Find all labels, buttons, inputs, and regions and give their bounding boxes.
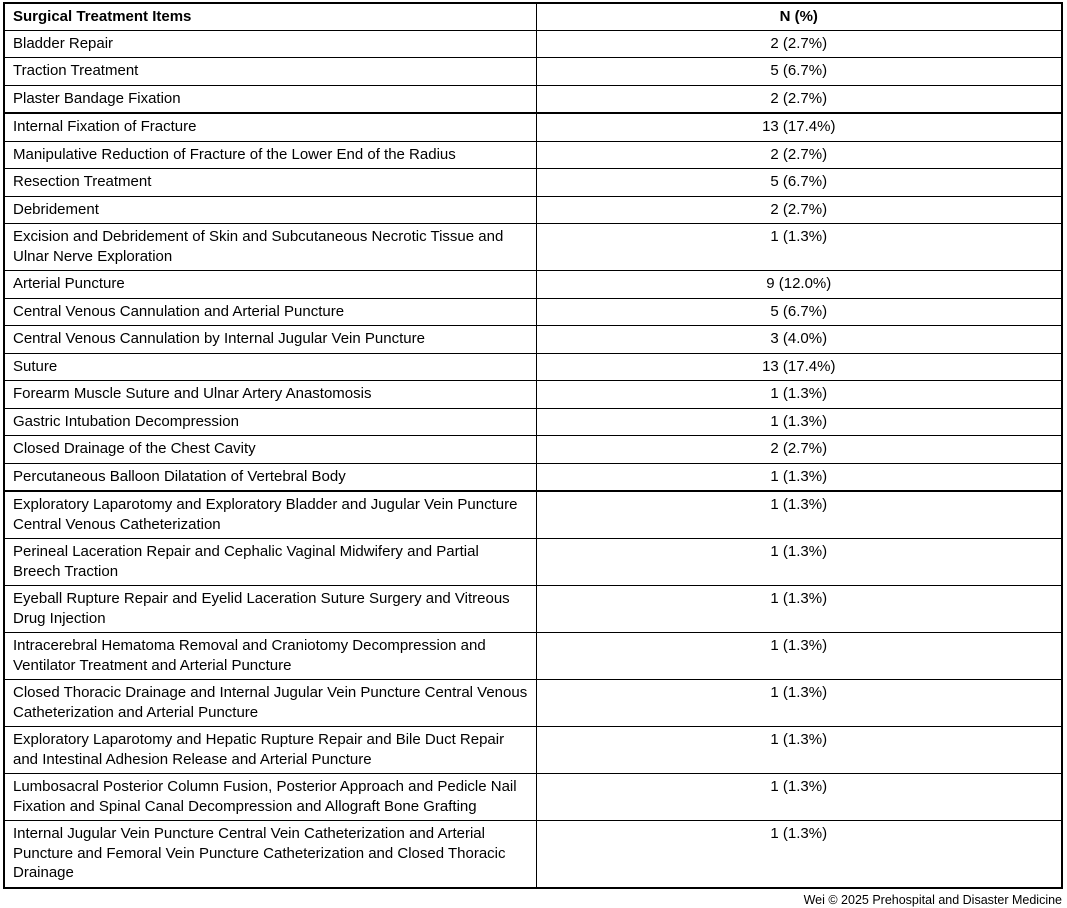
treatment-item-cell: Forearm Muscle Suture and Ulnar Artery Anastomosis: [4, 381, 536, 409]
n-percent-cell: 3 (4.0%): [536, 326, 1062, 354]
treatment-item-cell: Closed Thoracic Drainage and Internal Jugular Vein Puncture Central Venous Catheterization and Arterial Puncture: [4, 680, 536, 727]
n-percent-cell: 1 (1.3%): [536, 539, 1062, 586]
table-row: [4, 113, 1062, 141]
n-percent-cell: 1 (1.3%): [536, 586, 1062, 633]
table-row: [4, 326, 1062, 354]
table-row: [4, 633, 1062, 680]
n-percent-cell: 2 (2.7%): [536, 85, 1062, 113]
table-row: [4, 271, 1062, 299]
table-row: [4, 408, 1062, 436]
table-row: [4, 85, 1062, 113]
treatment-item-cell: Traction Treatment: [4, 58, 536, 86]
surgical-treatment-table: [3, 2, 1063, 889]
table-row: [4, 381, 1062, 409]
table-row: [4, 58, 1062, 86]
treatment-item-cell: Internal Fixation of Fracture: [4, 113, 536, 141]
table-row: [4, 539, 1062, 586]
table-row: [4, 224, 1062, 271]
treatment-item-cell: Arterial Puncture: [4, 271, 536, 299]
treatment-item-cell: Central Venous Cannulation by Internal Jugular Vein Puncture: [4, 326, 536, 354]
n-percent-cell: 1 (1.3%): [536, 491, 1062, 539]
treatment-item-cell: Intracerebral Hematoma Removal and Craniotomy Decompression and Ventilator Treatment and Arterial Puncture: [4, 633, 536, 680]
table-row: [4, 196, 1062, 224]
n-percent-cell: 2 (2.7%): [536, 141, 1062, 169]
n-percent-cell: 1 (1.3%): [536, 463, 1062, 491]
treatment-item-cell: Internal Jugular Vein Puncture Central Vein Catheterization and Arterial Puncture and Femoral Vein Puncture Catheterization and Closed Thoracic Drainage: [4, 821, 536, 888]
n-percent-cell: 5 (6.7%): [536, 169, 1062, 197]
n-percent-cell: 1 (1.3%): [536, 680, 1062, 727]
n-percent-cell: 9 (12.0%): [536, 271, 1062, 299]
n-percent-cell: 1 (1.3%): [536, 381, 1062, 409]
n-percent-cell: 1 (1.3%): [536, 408, 1062, 436]
treatment-item-cell: Gastric Intubation Decompression: [4, 408, 536, 436]
table-row: [4, 463, 1062, 491]
treatment-item-cell: Excision and Debridement of Skin and Subcutaneous Necrotic Tissue and Ulnar Nerve Exploration: [4, 224, 536, 271]
table-row: [4, 680, 1062, 727]
n-percent-cell: 1 (1.3%): [536, 727, 1062, 774]
treatment-item-cell: Bladder Repair: [4, 30, 536, 58]
header-row: [4, 3, 1062, 30]
n-percent-cell: 5 (6.7%): [536, 298, 1062, 326]
treatment-item-cell: Plaster Bandage Fixation: [4, 85, 536, 113]
n-percent-cell: 1 (1.3%): [536, 224, 1062, 271]
treatment-item-cell: Manipulative Reduction of Fracture of the Lower End of the Radius: [4, 141, 536, 169]
n-percent-cell: 13 (17.4%): [536, 353, 1062, 381]
treatment-item-cell: Central Venous Cannulation and Arterial Puncture: [4, 298, 536, 326]
treatment-item-cell: Debridement: [4, 196, 536, 224]
n-percent-cell: 2 (2.7%): [536, 436, 1062, 464]
table-row: [4, 298, 1062, 326]
table-row: [4, 774, 1062, 821]
table-row: [4, 491, 1062, 539]
table-body: [4, 30, 1062, 888]
table-row: [4, 353, 1062, 381]
header-surgical-treatment-items: Surgical Treatment Items: [4, 3, 536, 30]
n-percent-cell: 1 (1.3%): [536, 774, 1062, 821]
copyright-credit: Wei © 2025 Prehospital and Disaster Medicine: [803, 892, 1062, 907]
n-percent-cell: 1 (1.3%): [536, 821, 1062, 888]
table-row: [4, 436, 1062, 464]
treatment-item-cell: Suture: [4, 353, 536, 381]
table-row: [4, 586, 1062, 633]
treatment-item-cell: Closed Drainage of the Chest Cavity: [4, 436, 536, 464]
n-percent-cell: 5 (6.7%): [536, 58, 1062, 86]
table-row: [4, 727, 1062, 774]
treatment-item-cell: Perineal Laceration Repair and Cephalic Vaginal Midwifery and Partial Breech Traction: [4, 539, 536, 586]
treatment-item-cell: Percutaneous Balloon Dilatation of Vertebral Body: [4, 463, 536, 491]
treatment-item-cell: Eyeball Rupture Repair and Eyelid Laceration Suture Surgery and Vitreous Drug Injection: [4, 586, 536, 633]
treatment-item-cell: Lumbosacral Posterior Column Fusion, Posterior Approach and Pedicle Nail Fixation and Spinal Canal Decompression and Allograft Bone Grafting: [4, 774, 536, 821]
treatment-item-cell: Exploratory Laparotomy and Exploratory Bladder and Jugular Vein Puncture Central Venous Catheterization: [4, 491, 536, 539]
table-row: [4, 821, 1062, 888]
n-percent-cell: 2 (2.7%): [536, 196, 1062, 224]
header-n-percent: N (%): [536, 3, 1062, 30]
treatment-item-cell: Resection Treatment: [4, 169, 536, 197]
table-row: [4, 169, 1062, 197]
table-row: [4, 30, 1062, 58]
n-percent-cell: 1 (1.3%): [536, 633, 1062, 680]
n-percent-cell: 2 (2.7%): [536, 30, 1062, 58]
treatment-item-cell: Exploratory Laparotomy and Hepatic Rupture Repair and Bile Duct Repair and Intestinal Adhesion Release and Arterial Puncture: [4, 727, 536, 774]
n-percent-cell: 13 (17.4%): [536, 113, 1062, 141]
table-row: [4, 141, 1062, 169]
